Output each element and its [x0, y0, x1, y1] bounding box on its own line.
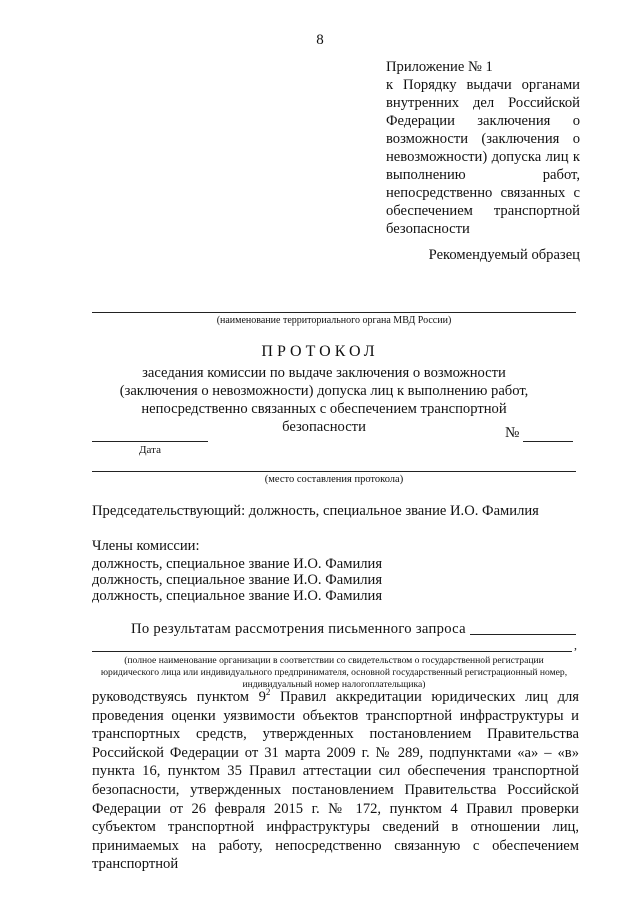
protocol-title: ПРОТОКОЛ [261, 343, 379, 360]
place-line [92, 471, 576, 472]
superscript: 2 [265, 687, 271, 698]
organization-line [92, 651, 572, 652]
member-item: должность, специальное звание И.О. Фамилия [92, 572, 383, 588]
number-line [523, 441, 573, 442]
number-label: № [505, 425, 520, 441]
annex-text: к Порядку выдачи органами внутренних дел Российской Федерации заключения о возможности (заключения о невозможности) допуска лиц к выполнению работ, непосредственно связанных с обеспечением транспортной безопасности [386, 77, 580, 237]
date-line [92, 441, 208, 442]
authority-caption: (наименование территориального органа МВД России) [216, 315, 452, 326]
comma-mark: , [574, 638, 577, 652]
sample-label: Рекомендуемый образец [428, 247, 580, 263]
organization-caption: (полное наименование организации в соответствии со свидетельством о государственной регистрации юридического лица или индивидуального предпринимателя, основной государственный регистрационный номер, индивидуальный номер налогоплательщика) [100, 655, 568, 690]
member-item: должность, специальное звание И.О. Фамилия [92, 556, 383, 572]
page-number: 8 [316, 32, 324, 48]
annex-title: Приложение № 1 [386, 59, 493, 75]
paragraph-part-2: Правил аккредитации юридических лиц для проведения оценки уязвимости объектов транспортной инфраструктуры и транспортных средств, утвержденных постановлением Правительства Российской Федерации от 31 марта 2009 г. № 289, подпунктами «а» – «в» пункта 16, пунктом 35 Правил аттестации сил обеспечения транспортной безопасности, утвержденных постановлением Правительства Российской Федерации от 26 февраля 2015 г. № 172, пунктом 4 Правил проверки субъектом транспортной инфраструктуры сведений в отношении лиц, принимаемых на работу, непосредственно связанную с обеспечением транспортной [92, 689, 580, 873]
annex-block [386, 58, 580, 238]
members-heading: Члены комиссии: [92, 538, 200, 554]
date-label: Дата [139, 444, 161, 456]
request-intro: По результатам рассмотрения письменного запроса [131, 621, 466, 637]
chairman-line: Председательствующий: должность, специальное звание И.О. Фамилия [92, 503, 539, 519]
authority-line [92, 312, 576, 313]
paragraph-part-1: руководствуясь пунктом 9 [92, 689, 266, 705]
protocol-subtitle: заседания комиссии по выдаче заключения о возможности (заключения о невозможности) допуска лиц к выполнению работ, непосредственно связанных с обеспечением транспортной безопасности [119, 365, 529, 435]
place-caption: (место составления протокола) [264, 474, 404, 485]
main-paragraph [92, 688, 579, 874]
request-line [470, 634, 576, 635]
member-item: должность, специальное звание И.О. Фамилия [92, 588, 383, 604]
